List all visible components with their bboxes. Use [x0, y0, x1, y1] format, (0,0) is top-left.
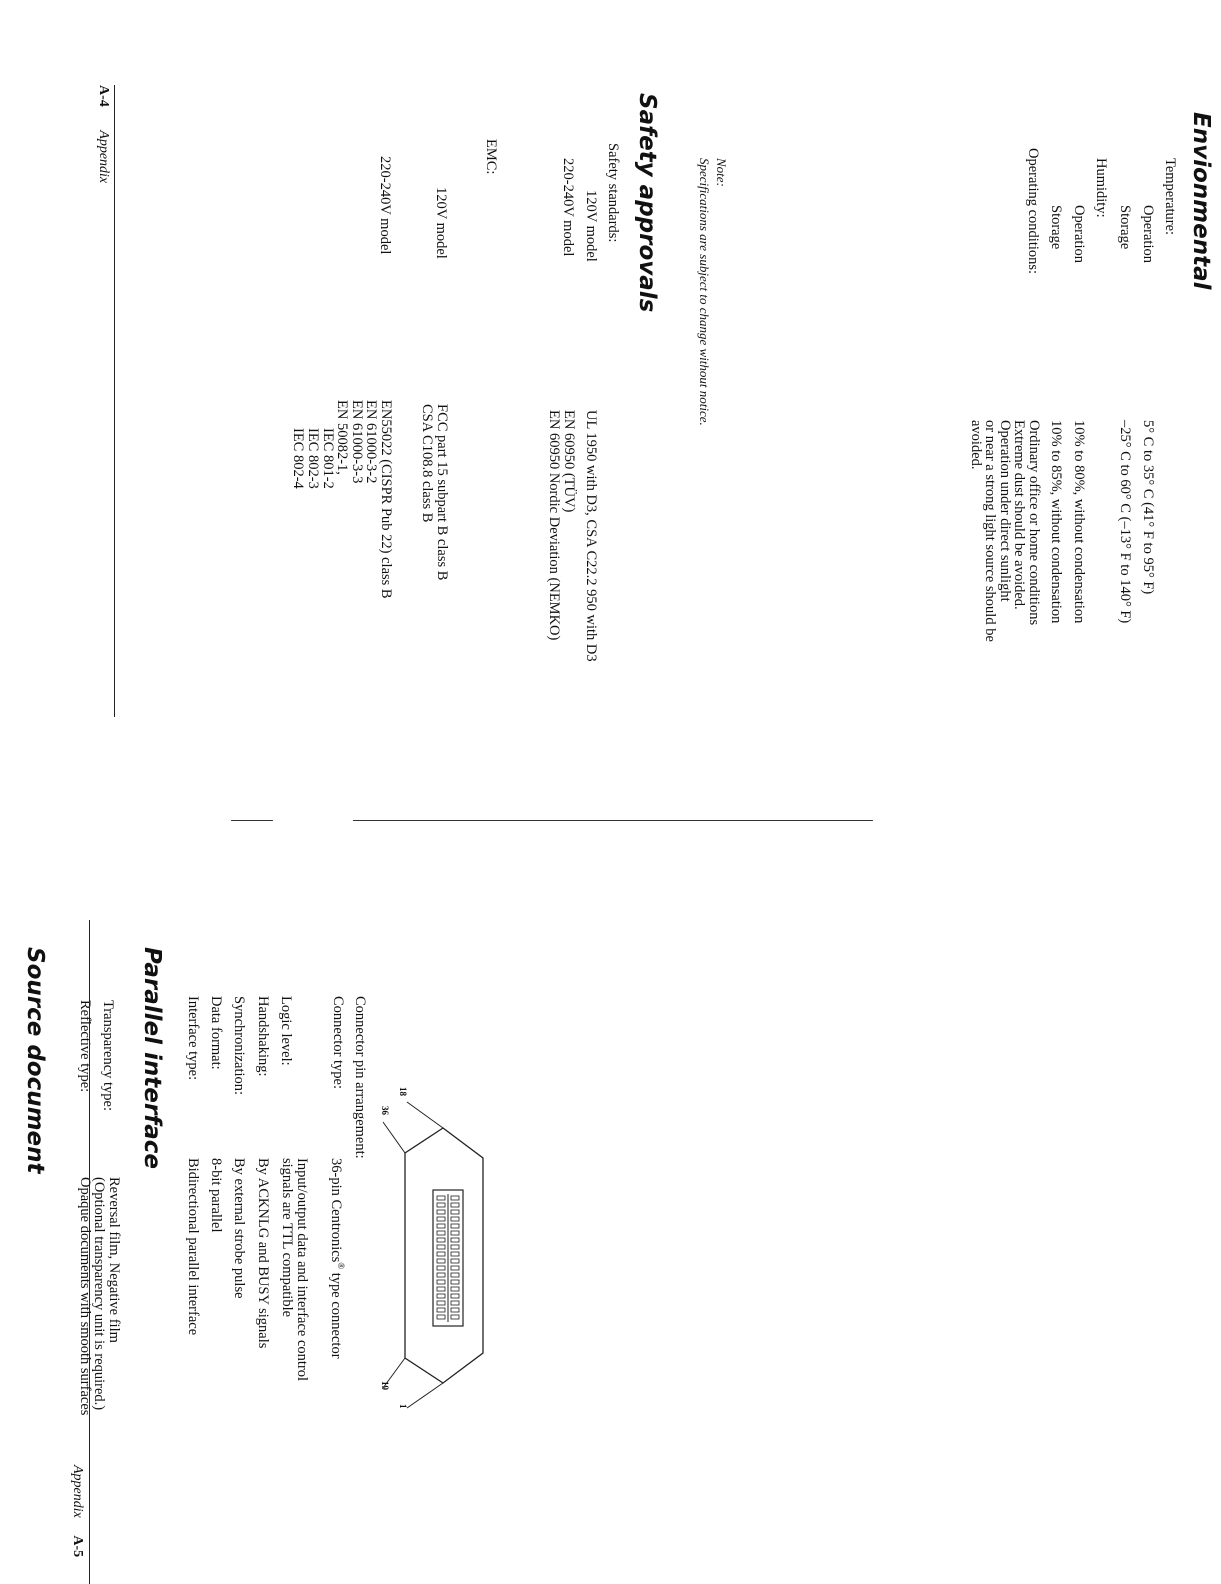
connector-pin — [437, 1238, 445, 1242]
transparency-line: Reversal film, Negative film — [106, 1177, 122, 1343]
pin-label-18: 18 — [398, 1087, 408, 1096]
safety-120v-value: UL 1950 with D3, CSA C22.2 950 with D3 — [583, 410, 599, 662]
synchronization-value: By external strobe pulse — [231, 1158, 247, 1299]
transparency-type-label: Transparency type: — [100, 1000, 116, 1112]
parallel-interface-heading: Parallel interface — [139, 947, 165, 1169]
pin-leader-18 — [407, 1102, 443, 1128]
left-footer-rule — [114, 85, 115, 717]
humidity-operation-label: Operation — [1071, 205, 1087, 263]
connector-pin — [437, 1259, 445, 1263]
connector-pin — [451, 1210, 459, 1214]
connector-pin — [437, 1224, 445, 1228]
connector-pin — [451, 1273, 459, 1277]
connector-pin — [437, 1273, 445, 1277]
connector-pin — [437, 1266, 445, 1270]
emc-220v-line: EN 61000-3-3 — [348, 400, 365, 484]
pin-label-19: 19 — [380, 1381, 390, 1390]
conditions-line: Operation under direct sunlight — [996, 420, 1013, 602]
gutter-mark — [231, 820, 273, 821]
humidity-storage-value: 10% to 85%, without condensation — [1048, 420, 1064, 624]
temp-storage-value: –25° C to 60° C (–13° F to 140° F) — [1117, 420, 1133, 624]
pin-leader-1 — [407, 1383, 443, 1408]
safety-approvals-heading: Safety approvals — [634, 93, 660, 313]
emc-220v-line: IEC 801-2 — [319, 428, 336, 489]
data-format-label: Data format: — [208, 996, 224, 1070]
logic-line: Input/output data and interface control — [294, 1158, 310, 1382]
interface-type-value: Bidirectional parallel interface — [185, 1158, 201, 1336]
conditions-line: Ordinary office or home conditions — [1026, 420, 1042, 626]
connector-pin — [437, 1210, 445, 1214]
connector-pin — [451, 1294, 459, 1298]
conditions-line: or near a strong light source should be — [982, 420, 999, 642]
conditions-line: Extreme dust should be avoided. — [1011, 420, 1028, 610]
emc-120v-label: 120V model — [433, 187, 449, 259]
safety-220v-line: EN 60950 (TÜV) — [561, 410, 577, 513]
emc-220v-line: IEC 802-3 — [305, 428, 322, 489]
left-footer — [95, 85, 111, 183]
connector-pin — [451, 1217, 459, 1221]
safety-220v-line: EN 60950 Nordic Deviation (NEMKO) — [546, 410, 563, 641]
humidity-storage-label: Storage — [1048, 205, 1064, 250]
connector-pin — [451, 1245, 459, 1249]
left-footer-section: Appendix — [96, 130, 111, 184]
emc-label: EMC: — [483, 139, 499, 175]
temp-storage-label: Storage — [1117, 205, 1133, 250]
operating-conditions-value — [968, 420, 1041, 642]
temp-operation-value: 5° C to 35° C (41° F to 95° F) — [1140, 420, 1156, 595]
transparency-type-value — [92, 1177, 121, 1410]
connector-pin — [437, 1196, 445, 1200]
gutter-rule — [353, 820, 873, 821]
interface-type-label: Interface type: — [185, 996, 201, 1081]
connector-pin — [451, 1266, 459, 1270]
synchronization-label: Synchronization: — [231, 996, 247, 1096]
connector-pin — [451, 1203, 459, 1207]
connector-pin — [437, 1287, 445, 1291]
right-footer — [69, 1465, 85, 1557]
humidity-operation-value: 10% to 80%, without condensation — [1071, 420, 1087, 624]
connector-pin — [451, 1259, 459, 1263]
connector-pin — [451, 1280, 459, 1284]
connector-type-label: Connector type: — [330, 996, 346, 1090]
reflective-type-value: Opaque documents with smooth surfaces — [77, 1177, 93, 1416]
connector-pin — [451, 1287, 459, 1291]
emc-220v-line: EN 50082-1, — [334, 400, 351, 475]
connector-pin — [451, 1238, 459, 1242]
connector-type-value — [327, 1158, 346, 1359]
pin-label-36: 36 — [380, 1106, 390, 1115]
note-text: Specifications are subject to change without notice. — [697, 158, 712, 426]
pin-label-1: 1 — [398, 1404, 408, 1409]
handshaking-value: By ACKNLG and BUSY signals — [255, 1158, 271, 1349]
transparency-line: (Optional transparency unit is required.) — [91, 1177, 108, 1411]
connector-pin — [437, 1245, 445, 1249]
emc-220v-line: EN 61000-3-2 — [363, 400, 380, 484]
reflective-type-label: Reflective type: — [77, 1000, 93, 1093]
connector-pin — [451, 1196, 459, 1200]
connector-pin — [437, 1301, 445, 1305]
temp-operation-label: Operation — [1140, 205, 1156, 263]
emc-220v-line: IEC 802-4 — [290, 428, 307, 489]
registered-mark: ® — [336, 1262, 346, 1270]
connector-pin — [437, 1217, 445, 1221]
connector-pin — [451, 1224, 459, 1228]
safety-120v-label: 120V model — [583, 190, 599, 262]
connector-pin — [451, 1231, 459, 1235]
connector-pin — [437, 1252, 445, 1256]
emc-120v-value — [420, 404, 449, 580]
connector-pin — [437, 1308, 445, 1312]
operating-conditions-label: Operating conditions: — [1025, 148, 1041, 275]
data-format-value: 8-bit parallel — [208, 1158, 224, 1233]
connector-pin-diagram — [379, 1098, 633, 1410]
emc-220v-value — [291, 400, 393, 599]
conditions-line: avoided. — [967, 420, 984, 470]
connector-type-suffix: type connector — [328, 1269, 345, 1359]
safety-220v-label: 220-240V model — [560, 158, 576, 257]
right-footer-rule — [89, 920, 90, 1584]
handshaking-label: Handshaking: — [255, 996, 271, 1077]
right-footer-section: Appendix — [70, 1465, 85, 1518]
emc-220v-label: 220-240V model — [377, 156, 393, 255]
connector-pin — [451, 1252, 459, 1256]
humidity-label: Humidity: — [1093, 158, 1109, 218]
pin-arrangement-label: Connector pin arrangement: — [352, 996, 368, 1159]
connector-pin — [437, 1280, 445, 1284]
emc-120v-line: FCC part 15 subpart B class B — [434, 404, 450, 581]
right-page-number: A-5 — [70, 1535, 85, 1558]
connector-pin — [451, 1315, 459, 1319]
connector-pin — [437, 1315, 445, 1319]
emc-220v-line: EN55022 (CISPR Pub 22) class B — [378, 400, 394, 599]
environmental-heading: Envionmental — [1188, 112, 1214, 290]
connector-pin — [437, 1203, 445, 1207]
connector-type-text: 36-pin Centronics — [328, 1158, 345, 1263]
logic-level-value — [280, 1158, 309, 1381]
note-label: Note: — [714, 158, 729, 187]
safety-standards-label: Safety standards: — [605, 143, 621, 243]
connector-pin — [451, 1308, 459, 1312]
logic-level-label: Logic level: — [278, 996, 294, 1066]
connector-pin — [437, 1231, 445, 1235]
connector-pin — [451, 1301, 459, 1305]
source-document-heading: Source document — [22, 947, 48, 1174]
emc-120v-line: CSA C108.8 class B — [419, 404, 436, 523]
temperature-label: Temperature: — [1162, 158, 1178, 236]
safety-220v-value — [547, 410, 576, 640]
pin-leader-36 — [383, 1122, 405, 1153]
connector-pin — [437, 1294, 445, 1298]
connector-shell-outline — [405, 1128, 483, 1383]
left-page-number: A-4 — [96, 85, 111, 107]
logic-line: signals are TTL compatible — [279, 1158, 296, 1318]
